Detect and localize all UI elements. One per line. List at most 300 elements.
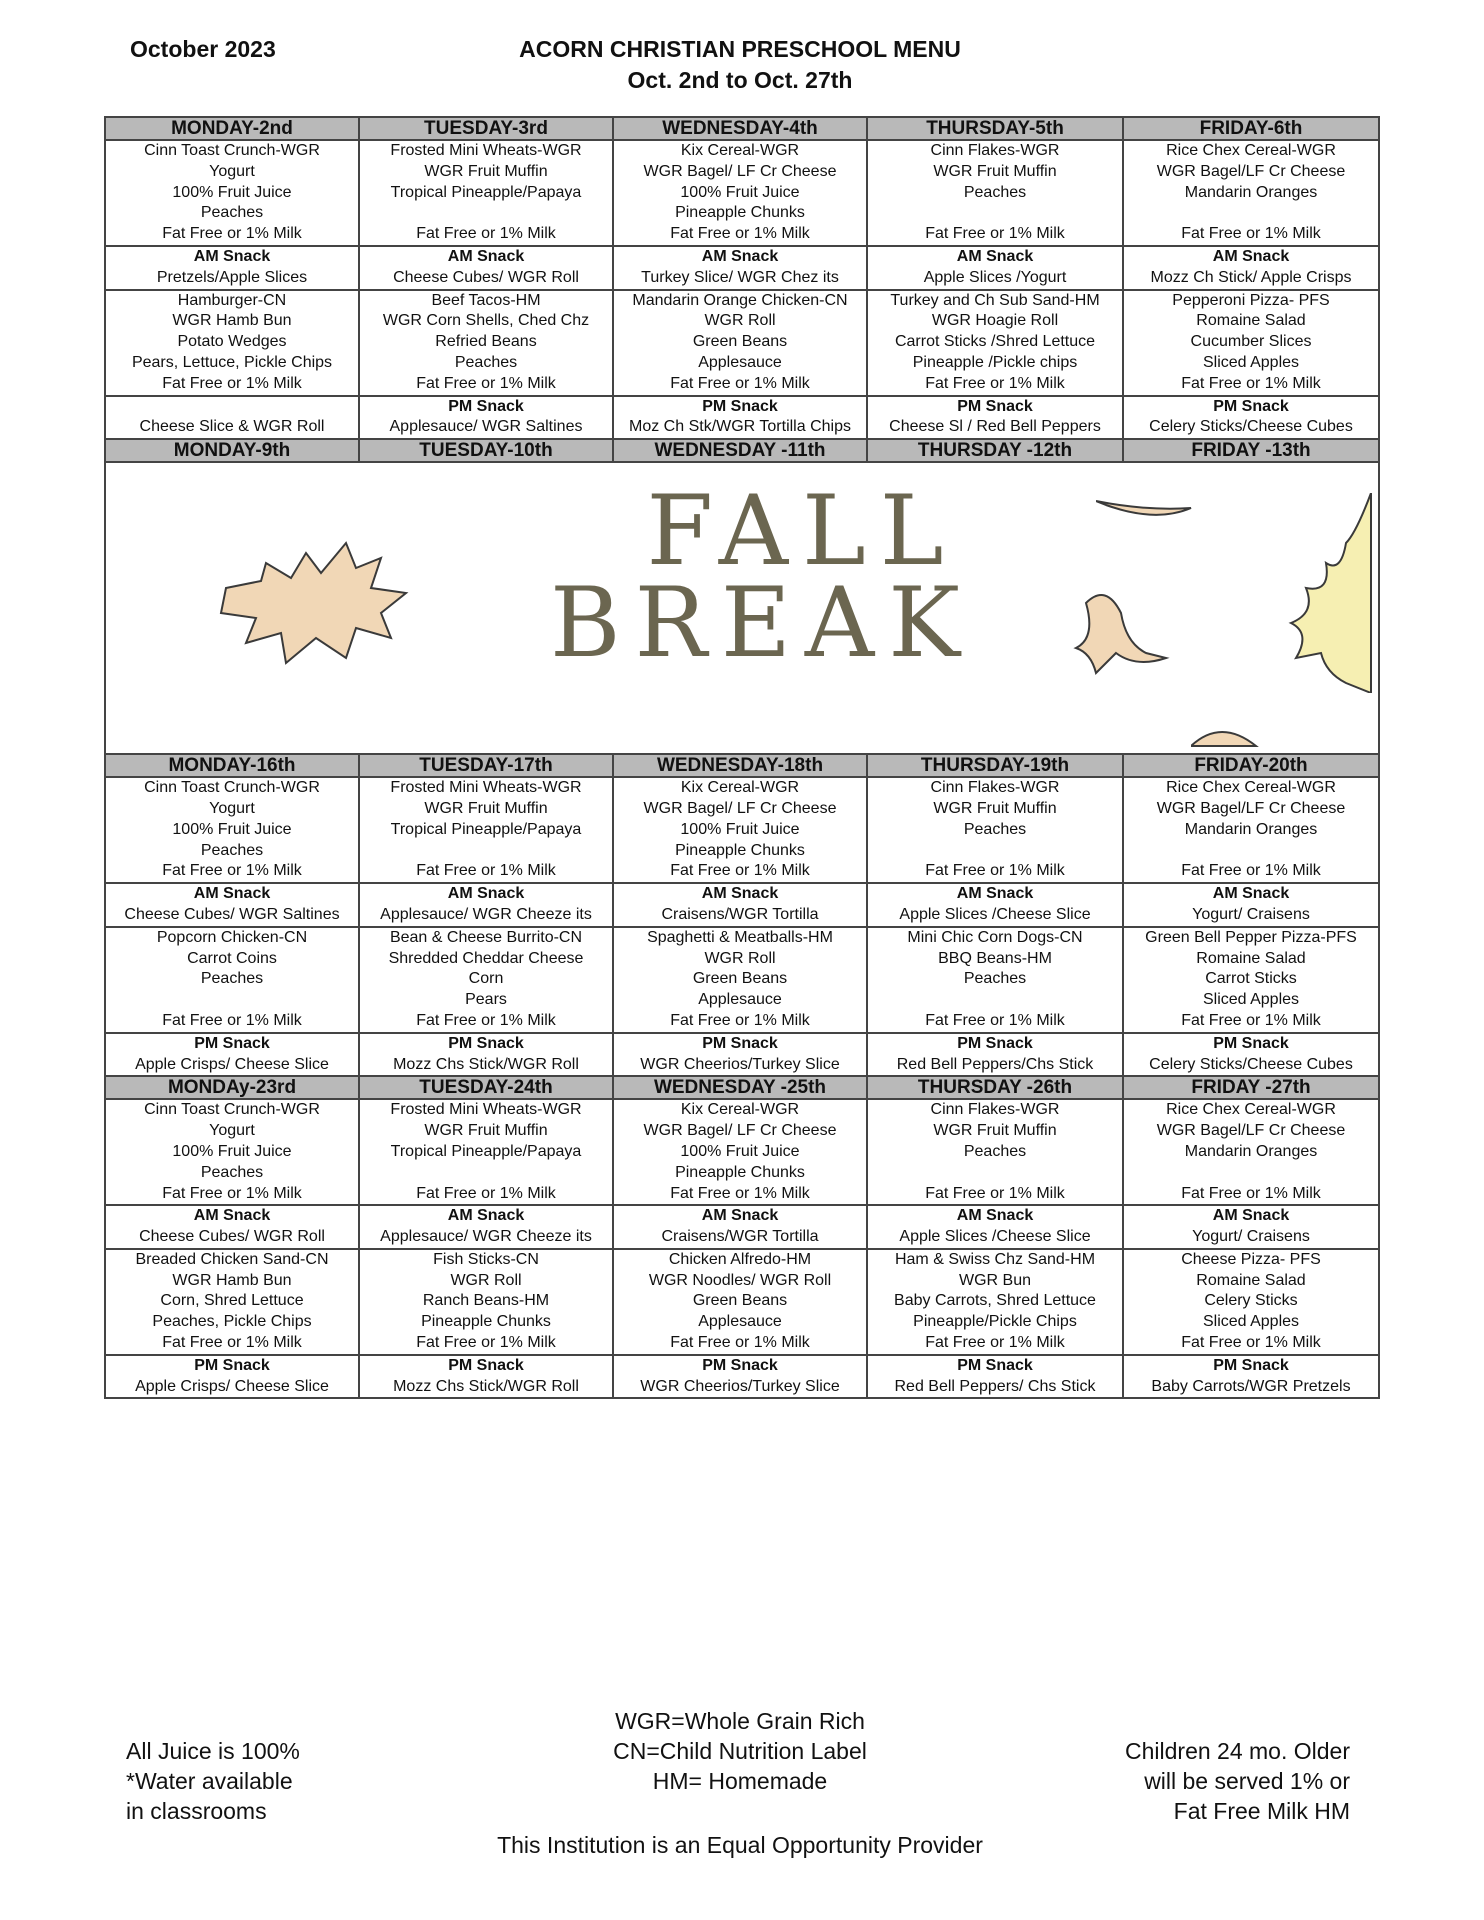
menu-item: Apple Slices /Yogurt [923,268,1067,286]
menu-table [104,116,1380,1399]
menu-item: Frosted Mini Wheats-WGR [390,779,582,797]
fall-break-day-row [105,439,1379,462]
menu-item: Yogurt [209,799,255,817]
menu-item: Fat Free or 1% Milk [1181,1184,1321,1202]
menu-item: Fat Free or 1% Milk [416,225,556,243]
menu-item: Fat Free or 1% Milk [416,374,556,392]
am-snack-label: AM Snack [193,1207,271,1225]
breakfast-cell [1123,777,1379,883]
am-snack-row [105,1205,1379,1249]
menu-item [106,990,358,1011]
breakfast-cell [1123,140,1379,246]
menu-item: Peaches [200,1163,264,1181]
menu-item: Mandarin Oranges [1184,183,1318,201]
day-header: FRIDAY -13th [1123,439,1379,462]
menu-item: Red Bell Peppers/Chs Stick [896,1055,1094,1073]
menu-item: Fat Free or 1% Milk [925,374,1065,392]
menu-item: Pretzels/Apple Slices [156,268,308,286]
menu-item: Fat Free or 1% Milk [925,1184,1065,1202]
footer-left-line: in classrooms [126,1798,267,1824]
menu-item: Popcorn Chicken-CN [156,928,308,946]
pm-snack-cell [867,396,1123,440]
menu-item: WGR Fruit Muffin [933,162,1057,180]
menu-item: WGR Bagel/LF Cr Cheese [1156,1122,1346,1140]
pm-snack-cell [359,396,613,440]
menu-item: Fat Free or 1% Milk [416,1011,556,1029]
pm-snack-label: PM Snack [194,1356,270,1374]
breakfast-cell [105,140,359,246]
am-snack-cell [359,1205,613,1249]
menu-item: 100% Fruit Juice [172,1142,292,1160]
pm-snack-row [105,1355,1379,1399]
menu-item: Fish Sticks-CN [433,1250,539,1268]
menu-item: Fat Free or 1% Milk [162,1334,302,1352]
am-snack-label: AM Snack [447,885,525,903]
menu-item: Cheese Sl / Red Bell Peppers [889,418,1101,436]
fall-break-week [105,439,1379,754]
lunch-cell [105,927,359,1033]
am-snack-label: AM Snack [193,247,271,265]
day-header: WEDNESDAY -25th [613,1076,867,1099]
menu-item: Pears [465,991,507,1009]
menu-item: Peaches [200,841,264,859]
footer-left-line: All Juice is 100% [126,1738,300,1764]
menu-item: Apple Slices /Cheese Slice [899,905,1091,923]
menu-item [868,990,1122,1011]
menu-item: Celery Sticks/Cheese Cubes [1149,418,1353,436]
lunch-row [105,290,1379,396]
menu-item [868,203,1122,224]
legend-line: WGR=Whole Grain Rich [615,1708,865,1734]
menu-item: Corn, Shred Lettuce [160,1292,304,1310]
menu-item: Turkey Slice/ WGR Chez its [641,268,839,286]
menu-item: Fat Free or 1% Milk [925,225,1065,243]
menu-item: Mozz Chs Stick/WGR Roll [393,1055,579,1073]
lunch-row [105,1249,1379,1355]
menu-item: Apple Crisps/ Cheese Slice [135,1377,329,1395]
day-header: WEDNESDAY-4th [613,117,867,140]
menu-item: Fat Free or 1% Milk [162,225,302,243]
menu-item: WGR Hamb Bun [172,1271,292,1289]
pm-snack-cell [613,396,867,440]
menu-item: WGR Roll [704,949,776,967]
day-header-row [105,1076,1379,1099]
menu-item: Fat Free or 1% Milk [1181,1334,1321,1352]
week-3 [105,754,1379,1076]
menu-item: Applesauce [698,353,782,371]
menu-item: WGR Hoagie Roll [931,312,1059,330]
menu-item: WGR Roll [450,1271,522,1289]
lunch-cell [1123,1249,1379,1355]
fall-break-row [105,462,1379,754]
menu-item: Pineapple /Pickle chips [912,353,1078,371]
pm-snack-label: PM Snack [448,1034,524,1052]
day-header-row [105,117,1379,140]
menu-item: Mozz Ch Stick/ Apple Crisps [1150,268,1352,286]
menu-item: Fat Free or 1% Milk [1181,225,1321,243]
menu-item: Turkey and Ch Sub Sand-HM [890,291,1100,309]
day-header: THURSDAY -26th [867,1076,1123,1099]
pm-snack-cell [1123,1033,1379,1077]
pm-snack-cell [613,1033,867,1077]
am-snack-label: AM Snack [447,1207,525,1225]
lunch-cell [1123,927,1379,1033]
pm-snack-label: PM Snack [702,397,778,415]
breakfast-cell [105,1099,359,1205]
menu-item: WGR Fruit Muffin [424,162,548,180]
am-snack-label: AM Snack [447,247,525,265]
day-header: FRIDAY-6th [1123,117,1379,140]
lunch-cell [867,1249,1123,1355]
am-snack-label: AM Snack [701,885,779,903]
menu-item: Spaghetti & Meatballs-HM [647,928,833,946]
title-line-2: Oct. 2nd to Oct. 27th [627,67,853,93]
breakfast-cell [613,1099,867,1205]
breakfast-cell [613,777,867,883]
pm-snack-label: PM Snack [702,1034,778,1052]
menu-item: 100% Fruit Juice [172,183,292,201]
menu-item: Green Beans [692,333,788,351]
lunch-cell [359,1249,613,1355]
month-label: October 2023 [130,36,276,62]
breakfast-cell [359,777,613,883]
maple-leaf-icon-left [206,533,416,673]
am-snack-label: AM Snack [1212,1207,1290,1225]
menu-item: Fat Free or 1% Milk [416,862,556,880]
menu-item: Cinn Flakes-WGR [930,142,1060,159]
menu-item: Cheese Slice & WGR Roll [139,418,325,436]
menu-item: WGR Bagel/LF Cr Cheese [1156,162,1346,180]
blank-line [106,397,358,418]
am-snack-cell [105,246,359,290]
menu-item: Hamburger-CN [177,291,287,309]
menu-item: Ranch Beans-HM [422,1292,550,1310]
menu-item: Green Beans [692,970,788,988]
menu-item: 100% Fruit Juice [680,183,800,201]
menu-item [360,203,612,224]
menu-item: Celery Sticks [1204,1292,1298,1310]
breakfast-cell [867,777,1123,883]
menu-item: Applesauce/ WGR Saltines [389,418,583,436]
page-title [400,34,1080,96]
menu-item: Pineapple Chunks [421,1313,551,1331]
menu-item: Red Bell Peppers/ Chs Stick [894,1377,1096,1395]
menu-item: BBQ Beans-HM [938,949,1052,967]
menu-item: Sliced Apples [1202,1313,1300,1331]
menu-item: Tropical Pineapple/Papaya [390,820,582,838]
menu-item: Mozz Chs Stick/WGR Roll [393,1377,579,1395]
menu-item: Sliced Apples [1202,991,1300,1009]
menu-item: Baby Carrots, Shred Lettuce [894,1292,1096,1310]
footer-right-line: Fat Free Milk HM [1173,1798,1350,1824]
menu-item: Pineapple Chunks [675,1163,805,1181]
breakfast-cell [867,1099,1123,1205]
pm-snack-label: PM Snack [702,1356,778,1374]
pm-snack-label: PM Snack [1213,1356,1289,1374]
menu-item: Kix Cereal-WGR [680,142,800,159]
menu-item: Fat Free or 1% Milk [925,862,1065,880]
milk-note [1080,1736,1350,1826]
lunch-cell [613,927,867,1033]
fall-break-line-2: BREAK [550,567,974,680]
menu-item: Cucumber Slices [1190,333,1312,351]
menu-item: Potato Wedges [177,333,287,351]
equal-opportunity-statement: This Institution is an Equal Opportunity Provider [497,1832,983,1858]
breakfast-cell [359,1099,613,1205]
menu-item: Green Bell Pepper Pizza-PFS [1145,928,1357,946]
menu-item: WGR Bagel/ LF Cr Cheese [643,799,837,817]
menu-item: Fat Free or 1% Milk [670,374,810,392]
lunch-cell [105,290,359,396]
menu-item [1124,841,1378,862]
menu-item: Cinn Toast Crunch-WGR [144,142,320,159]
menu-item: Fat Free or 1% Milk [670,1334,810,1352]
lunch-cell [613,1249,867,1355]
menu-item: Mandarin Oranges [1184,1142,1318,1160]
pm-snack-label: PM Snack [448,397,524,415]
menu-item: Fat Free or 1% Milk [162,862,302,880]
breakfast-row [105,140,1379,246]
menu-item: Romaine Salad [1196,949,1306,967]
pm-snack-row [105,396,1379,440]
day-header: TUESDAY-10th [359,439,613,462]
pm-snack-label: PM Snack [957,1356,1033,1374]
footer-right-line: will be served 1% or [1144,1768,1350,1794]
menu-item: Apple Slices /Cheese Slice [899,1228,1091,1246]
pm-snack-label: PM Snack [957,1034,1033,1052]
lunch-cell [1123,290,1379,396]
menu-item: WGR Fruit Muffin [933,799,1057,817]
am-snack-cell [1123,246,1379,290]
am-snack-cell [867,246,1123,290]
menu-item [360,841,612,862]
am-snack-cell [1123,883,1379,927]
am-snack-cell [1123,1205,1379,1249]
am-snack-label: AM Snack [1212,247,1290,265]
menu-item: WGR Bun [958,1271,1031,1289]
pm-snack-cell [867,1033,1123,1077]
lunch-cell [867,927,1123,1033]
menu-item: Kix Cereal-WGR [680,779,800,797]
pm-snack-cell [359,1355,613,1399]
fall-break-cell [105,462,1379,754]
week-4 [105,1076,1379,1398]
day-header: TUESDAY-3rd [359,117,613,140]
am-snack-cell [105,1205,359,1249]
breakfast-cell [105,777,359,883]
menu-item [868,841,1122,862]
title-line-1: ACORN CHRISTIAN PRESCHOOL MENU [519,36,961,62]
lunch-cell [105,1249,359,1355]
menu-item: Moz Ch Stk/WGR Tortilla Chips [629,418,851,436]
menu-item: Pears, Lettuce, Pickle Chips [131,353,333,371]
menu-item: Peaches [454,353,518,371]
footer-left-line: *Water available [126,1768,293,1794]
menu-item: Ham & Swiss Chz Sand-HM [894,1250,1096,1268]
pm-snack-label: PM Snack [448,1356,524,1374]
menu-item: Fat Free or 1% Milk [670,1184,810,1202]
menu-item: Fat Free or 1% Milk [416,1184,556,1202]
lunch-cell [359,290,613,396]
menu-item: Fat Free or 1% Milk [670,225,810,243]
menu-item: Pineapple Chunks [675,841,805,859]
menu-item: 100% Fruit Juice [680,820,800,838]
menu-item: Fat Free or 1% Milk [1181,374,1321,392]
menu-item: WGR Fruit Muffin [933,1122,1057,1140]
day-header: MONDAy-23rd [105,1076,359,1099]
menu-item: Fat Free or 1% Milk [670,1011,810,1029]
pm-snack-cell [105,1355,359,1399]
menu-item: WGR Roll [704,312,776,330]
am-snack-label: AM Snack [956,885,1034,903]
menu-item: Yogurt/ Craisens [1192,905,1310,923]
menu-item: Peaches [963,1142,1027,1160]
day-header: FRIDAY -27th [1123,1076,1379,1099]
menu-item [1124,203,1378,224]
day-header: TUESDAY-24th [359,1076,613,1099]
day-header: FRIDAY-20th [1123,754,1379,777]
menu-item: Rice Chex Cereal-WGR [1166,779,1336,797]
day-header: WEDNESDAY-18th [613,754,867,777]
menu-item: Craisens/WGR Tortilla [661,905,819,923]
menu-item: Applesauce [698,991,782,1009]
menu-item: Corn [468,970,504,988]
menu-item: Fat Free or 1% Milk [670,862,810,880]
leaf-icon-right-top [1096,493,1196,523]
am-snack-cell [105,883,359,927]
am-snack-cell [359,246,613,290]
menu-item: Cinn Flakes-WGR [930,1101,1060,1119]
pm-snack-row [105,1033,1379,1077]
menu-item: Refried Beans [435,333,537,351]
am-snack-cell [613,883,867,927]
menu-item: Cheese Cubes/ WGR Roll [393,268,579,286]
menu-item: Craisens/WGR Tortilla [661,1228,819,1246]
menu-item: Yogurt/ Craisens [1192,1228,1310,1246]
menu-item: 100% Fruit Juice [680,1142,800,1160]
menu-item: Carrot Sticks [1205,970,1297,988]
menu-item: Mini Chic Corn Dogs-CN [907,928,1083,946]
menu-item: WGR Fruit Muffin [424,1122,548,1140]
menu-item [1124,1163,1378,1184]
menu-item: Mandarin Orange Chicken-CN [632,291,848,309]
menu-item: Applesauce/ WGR Cheeze its [380,1228,592,1246]
pm-snack-cell [359,1033,613,1077]
menu-item: Kix Cereal-WGR [680,1101,800,1119]
menu-item: Applesauce/ WGR Cheeze its [380,905,592,923]
menu-item: Tropical Pineapple/Papaya [390,1142,582,1160]
menu-item: WGR Cheerios/Turkey Slice [640,1377,840,1395]
menu-item: Fat Free or 1% Milk [162,374,302,392]
menu-item: Fat Free or 1% Milk [925,1334,1065,1352]
lunch-cell [359,927,613,1033]
day-header: MONDAY-16th [105,754,359,777]
menu-item: Peaches [963,820,1027,838]
day-header: THURSDAY-5th [867,117,1123,140]
day-header: WEDNESDAY -11th [613,439,867,462]
pm-snack-cell [105,1033,359,1077]
menu-item: Peaches [200,970,264,988]
am-snack-row [105,246,1379,290]
menu-item: Yogurt [209,1122,255,1140]
am-snack-cell [867,883,1123,927]
breakfast-row [105,777,1379,883]
lunch-row [105,927,1379,1033]
menu-item: Fat Free or 1% Milk [162,1011,302,1029]
legend-line: CN=Child Nutrition Label [613,1738,867,1764]
menu-item: Carrot Sticks /Shred Lettuce [894,333,1096,351]
menu-item: Baby Carrots/WGR Pretzels [1151,1377,1351,1395]
legend [500,1706,980,1796]
menu-item: Cinn Toast Crunch-WGR [144,1101,320,1119]
day-header: TUESDAY-17th [359,754,613,777]
menu-item: Mandarin Oranges [1184,820,1318,838]
breakfast-cell [359,140,613,246]
menu-item: Fat Free or 1% Milk [1181,1011,1321,1029]
breakfast-cell [613,140,867,246]
pm-snack-cell [105,396,359,440]
am-snack-label: AM Snack [1212,885,1290,903]
menu-item: Frosted Mini Wheats-WGR [390,1101,582,1119]
pm-snack-cell [1123,1355,1379,1399]
menu-item: Pineapple Chunks [675,204,805,222]
menu-item: Beef Tacos-HM [431,291,541,309]
menu-item: Peaches [200,204,264,222]
menu-item: Carrot Coins [187,949,277,967]
day-header: THURSDAY -12th [867,439,1123,462]
menu-item: Cheese Cubes/ WGR Saltines [124,905,340,923]
breakfast-cell [1123,1099,1379,1205]
menu-item: Cinn Toast Crunch-WGR [144,779,320,797]
lunch-cell [613,290,867,396]
menu-item: Cinn Flakes-WGR [930,779,1060,797]
am-snack-cell [867,1205,1123,1249]
pm-snack-label: PM Snack [1213,1034,1289,1052]
menu-item: Pepperoni Pizza- PFS [1172,291,1330,309]
menu-item: WGR Corn Shells, Ched Chz [382,312,590,330]
leaf-stem-icon [1191,718,1261,748]
lunch-cell [867,290,1123,396]
pm-snack-cell [1123,396,1379,440]
legend-line: HM= Homemade [652,1768,828,1794]
breakfast-row [105,1099,1379,1205]
am-snack-row [105,883,1379,927]
menu-item: Fat Free or 1% Milk [925,1011,1065,1029]
menu-item: Cheese Pizza- PFS [1181,1250,1321,1268]
day-header: THURSDAY-19th [867,754,1123,777]
am-snack-cell [613,1205,867,1249]
juice-note [126,1736,300,1826]
menu-item: Fat Free or 1% Milk [416,1334,556,1352]
menu-item: Peaches [963,183,1027,201]
menu-item: Shredded Cheddar Cheese [388,949,584,967]
menu-item: WGR Fruit Muffin [424,799,548,817]
pm-snack-label: PM Snack [1213,397,1289,415]
menu-item [868,1163,1122,1184]
menu-item: Pineapple/Pickle Chips [913,1313,1077,1331]
menu-item: Breaded Chicken Sand-CN [135,1250,329,1268]
menu-item: Bean & Cheese Burrito-CN [389,928,583,946]
menu-item: Applesauce [698,1313,782,1331]
menu-item: Celery Sticks/Cheese Cubes [1149,1055,1353,1073]
menu-item: WGR Hamb Bun [172,312,292,330]
footer-right-line: Children 24 mo. Older [1125,1738,1350,1764]
menu-item: Fat Free or 1% Milk [162,1184,302,1202]
menu-item: Chicken Alfredo-HM [668,1250,812,1268]
menu-item [360,1163,612,1184]
menu-item: WGR Cheerios/Turkey Slice [640,1055,840,1073]
menu-item: WGR Bagel/ LF Cr Cheese [643,1122,837,1140]
